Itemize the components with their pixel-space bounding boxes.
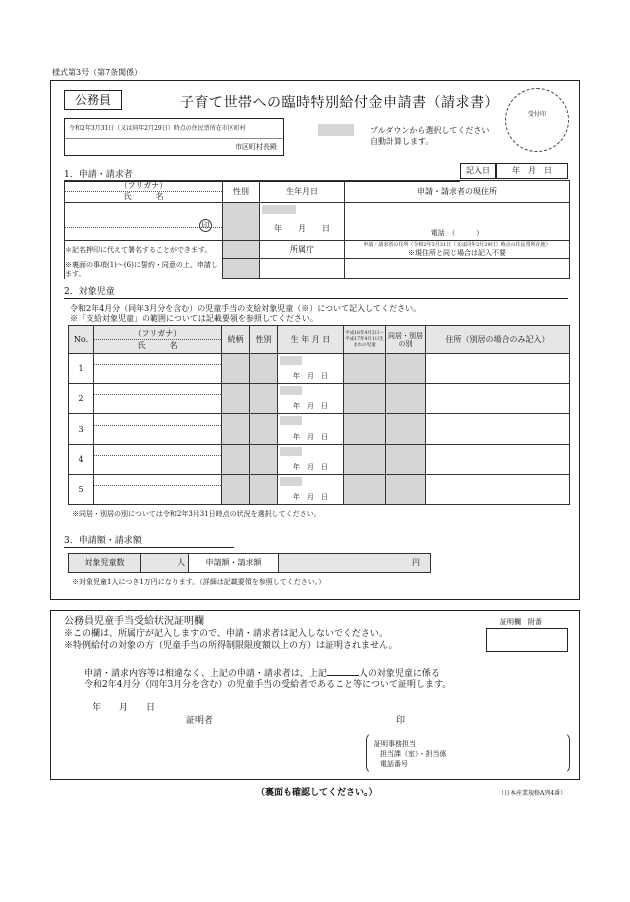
section3-heading: 3．申請額・請求額 <box>64 536 234 548</box>
child-gender-field[interactable] <box>250 354 278 384</box>
gender-header: 性別 <box>223 181 260 203</box>
child-relation-field[interactable] <box>222 474 250 504</box>
col-cohab: 同居・別居の別 <box>386 326 426 354</box>
certificate-note1: ※この欄は、所属庁が記入しますので、申請・請求者は記入しないでください。 <box>64 629 388 639</box>
contact-phone: 電話番号 <box>380 760 408 768</box>
child-cohab-field[interactable] <box>386 444 426 474</box>
category-badge: 公務員 <box>64 90 122 110</box>
furigana-label: （フリガナ） <box>65 181 222 192</box>
child-relation-field[interactable] <box>222 444 250 474</box>
child-cohab-field[interactable] <box>386 414 426 444</box>
child-row-5 <box>69 474 570 504</box>
section2-intro1: 令和2年4月分（同年3月分を含む）の児童手当の支給対象児童（※）について記入してください。 <box>70 304 422 313</box>
col-birth: 生 年 月 日 <box>278 326 344 354</box>
amount-label: 申請額・請求額 <box>189 554 279 573</box>
row-no: 4 <box>69 444 94 474</box>
birth-ymd: 年 月 日 <box>293 493 328 501</box>
name-label: 氏 名 <box>123 192 164 201</box>
address-basis: 令和2年3月31日（又は同年2月29日）時点の住民票所在市区町村 <box>69 125 246 132</box>
contact-title: 証明事務担当 <box>374 740 416 748</box>
child-birth-field[interactable] <box>278 414 344 444</box>
col-name-text: 氏 名 <box>137 341 178 351</box>
child-row-2 <box>69 384 570 414</box>
birth-ymd: 年 月 日 <box>293 462 328 471</box>
amount-unit: 円 <box>412 558 420 567</box>
child-name-field[interactable] <box>94 414 222 444</box>
stamp-label: 受付印 <box>527 111 546 118</box>
certificate-date[interactable]: 年 月 日 <box>92 703 156 713</box>
era-dropdown[interactable] <box>280 386 302 395</box>
child-birth-field[interactable] <box>278 444 344 474</box>
child-address-field[interactable] <box>426 384 570 414</box>
mayor-label: 市区町村長殿 <box>235 143 277 151</box>
certificate-body1b: 人の対象児童に係る <box>358 669 440 679</box>
child-relation-field[interactable] <box>222 414 250 444</box>
child-row-4 <box>69 444 570 474</box>
section3-note: ※対象児童1人につき1万円になります。（詳細は記載要領を参照してください。） <box>72 578 326 586</box>
entry-date-field[interactable]: 年 月 日 <box>496 163 568 179</box>
residence-header <box>345 241 570 259</box>
child-row-1 <box>69 354 570 384</box>
birth-ymd: 年 月 日 <box>293 432 328 441</box>
birth-ymd: 年 月 日 <box>293 372 328 381</box>
seal-mark: 印 <box>199 219 212 232</box>
count-field[interactable] <box>141 554 189 573</box>
child-address-field[interactable] <box>426 444 570 474</box>
municipality-box <box>64 118 284 156</box>
residence-header-text: 申請・請求者の住所（令和2年3月31日（又は同年2月29日）時点の住民票所在地） <box>363 242 551 248</box>
section2-footnote: ※同居・別居の別については令和2年3月31日時点の状況を選択してください。 <box>72 510 321 518</box>
child-cohab-field[interactable] <box>386 354 426 384</box>
col-gender: 性別 <box>250 326 278 354</box>
child-name-field[interactable] <box>94 384 222 414</box>
child-born-field[interactable] <box>344 354 386 384</box>
child-cohab-field[interactable] <box>386 474 426 504</box>
child-born-field[interactable] <box>344 474 386 504</box>
col-born: 平成16年4月2日～平成17年4月1日生まれの児童 <box>344 326 386 354</box>
child-born-field[interactable] <box>344 444 386 474</box>
paper-size: （日本産業規格A列4番） <box>498 790 567 797</box>
child-address-field[interactable] <box>426 414 570 444</box>
form-number: 様式第3号（第7条関係） <box>52 68 143 77</box>
certificate-number-field[interactable] <box>486 628 568 652</box>
reception-stamp-circle <box>505 88 569 152</box>
pledge-note: ※裏面の事項(1)～(6)に誓約・同意の上、申請します。 <box>65 260 218 278</box>
applicant-name-header <box>65 181 223 203</box>
col-furigana: （フリガナ） <box>94 328 221 340</box>
col-address: 住所（別居の場合のみ記入） <box>426 326 570 354</box>
certifier-label: 証明者 <box>186 716 214 726</box>
residence-note: ※現住所と同じ場合は記入不要 <box>408 249 506 257</box>
child-born-field[interactable] <box>344 384 386 414</box>
applicant-birthdate-field[interactable] <box>260 203 345 241</box>
child-relation-field[interactable] <box>222 354 250 384</box>
child-gender-field[interactable] <box>250 414 278 444</box>
child-birth-field[interactable] <box>278 474 344 504</box>
era-dropdown[interactable] <box>262 205 296 214</box>
row-no: 3 <box>69 414 94 444</box>
certificate-body1 <box>84 666 440 680</box>
applicant-name-field[interactable] <box>65 203 223 241</box>
reverse-note: （裏面も確認してください。） <box>256 788 378 798</box>
applicant-gender-field[interactable] <box>223 203 260 241</box>
era-dropdown[interactable] <box>280 356 302 365</box>
applicant-table <box>64 180 570 279</box>
section2-intro2: ※「支給対象児童」の範囲については記載要領を参照してください。 <box>70 314 318 323</box>
col-no: No. <box>69 326 94 354</box>
child-gender-field[interactable] <box>250 474 278 504</box>
phone-label: 電話 （ ） <box>430 229 484 237</box>
agency-header: 所属庁 <box>260 241 345 259</box>
child-name-field[interactable] <box>94 444 222 474</box>
signature-note-cell <box>65 241 223 259</box>
certifier-seal: 印 <box>396 716 406 726</box>
child-name-field[interactable] <box>94 474 222 504</box>
section1-heading: 1．申請・請求者 <box>64 170 460 182</box>
child-address-field[interactable] <box>426 474 570 504</box>
era-dropdown[interactable] <box>280 447 302 456</box>
child-gender-field[interactable] <box>250 444 278 474</box>
child-row-3 <box>69 414 570 444</box>
child-birth-field[interactable] <box>278 384 344 414</box>
certificate-number-label: 証明欄 附番 <box>500 618 542 626</box>
era-dropdown[interactable] <box>280 416 302 425</box>
certificate-title: 公務員児童手当受給状況証明欄 <box>64 616 204 627</box>
child-address-field[interactable] <box>426 354 570 384</box>
dropdown-legend: プルダウンから選択してください <box>370 126 490 135</box>
birth-ymd: 年 月 日 <box>293 402 328 411</box>
col-name <box>94 326 222 354</box>
pledge-note-cell <box>65 259 223 279</box>
agency-gray <box>223 241 260 259</box>
row-no: 2 <box>69 384 94 414</box>
child-born-field[interactable] <box>344 414 386 444</box>
birthdate-header: 生年月日 <box>260 181 345 203</box>
signature-note: ＊記名押印に代えて署名することができます。 <box>65 246 212 255</box>
applicant-address-field[interactable] <box>345 203 570 241</box>
address-header: 申請・請求者の現住所 <box>345 181 570 203</box>
child-name-field[interactable] <box>94 354 222 384</box>
child-cohab-field[interactable] <box>386 384 426 414</box>
count-label: 対象児童数 <box>69 554 141 573</box>
contact-dept: 担当課（室）・担当係 <box>380 750 447 758</box>
amount-table <box>68 553 431 573</box>
section2-heading: 2．対象児童 <box>64 287 568 299</box>
row-no: 5 <box>69 474 94 504</box>
residence-field[interactable] <box>345 259 570 279</box>
amount-field[interactable] <box>279 554 431 573</box>
form-title: 子育て世帯への臨時特別給付金申請書（請求書） <box>180 95 499 111</box>
certificate-note2: ※特例給付の対象の方（児童手当の所得制限限度額以上の方）は証明されません。 <box>64 641 398 651</box>
row-no: 1 <box>69 354 94 384</box>
auto-calc-legend: 自動計算します。 <box>370 137 434 146</box>
count-unit: 人 <box>177 558 185 567</box>
certificate-body1a: 申請・請求内容等は相違なく、上記の申請・請求者は、上記 <box>84 669 327 679</box>
child-count-blank[interactable] <box>327 666 359 676</box>
children-table <box>68 325 570 505</box>
child-relation-field[interactable] <box>222 384 250 414</box>
certificate-body2: 令和2年4月分（同年3月分を含む）の児童手当の受給者であること等について証明します。 <box>84 680 452 690</box>
child-birth-field[interactable] <box>278 354 344 384</box>
dropdown-legend-swatch <box>318 124 354 136</box>
child-gender-field[interactable] <box>250 384 278 414</box>
agency-gray-2 <box>223 259 260 279</box>
entry-date-label: 記入日 <box>460 163 496 179</box>
agency-field[interactable] <box>260 259 345 279</box>
birthdate-ymd: 年 月 日 <box>274 224 330 233</box>
era-dropdown[interactable] <box>280 477 302 486</box>
col-relation: 続柄 <box>222 326 250 354</box>
